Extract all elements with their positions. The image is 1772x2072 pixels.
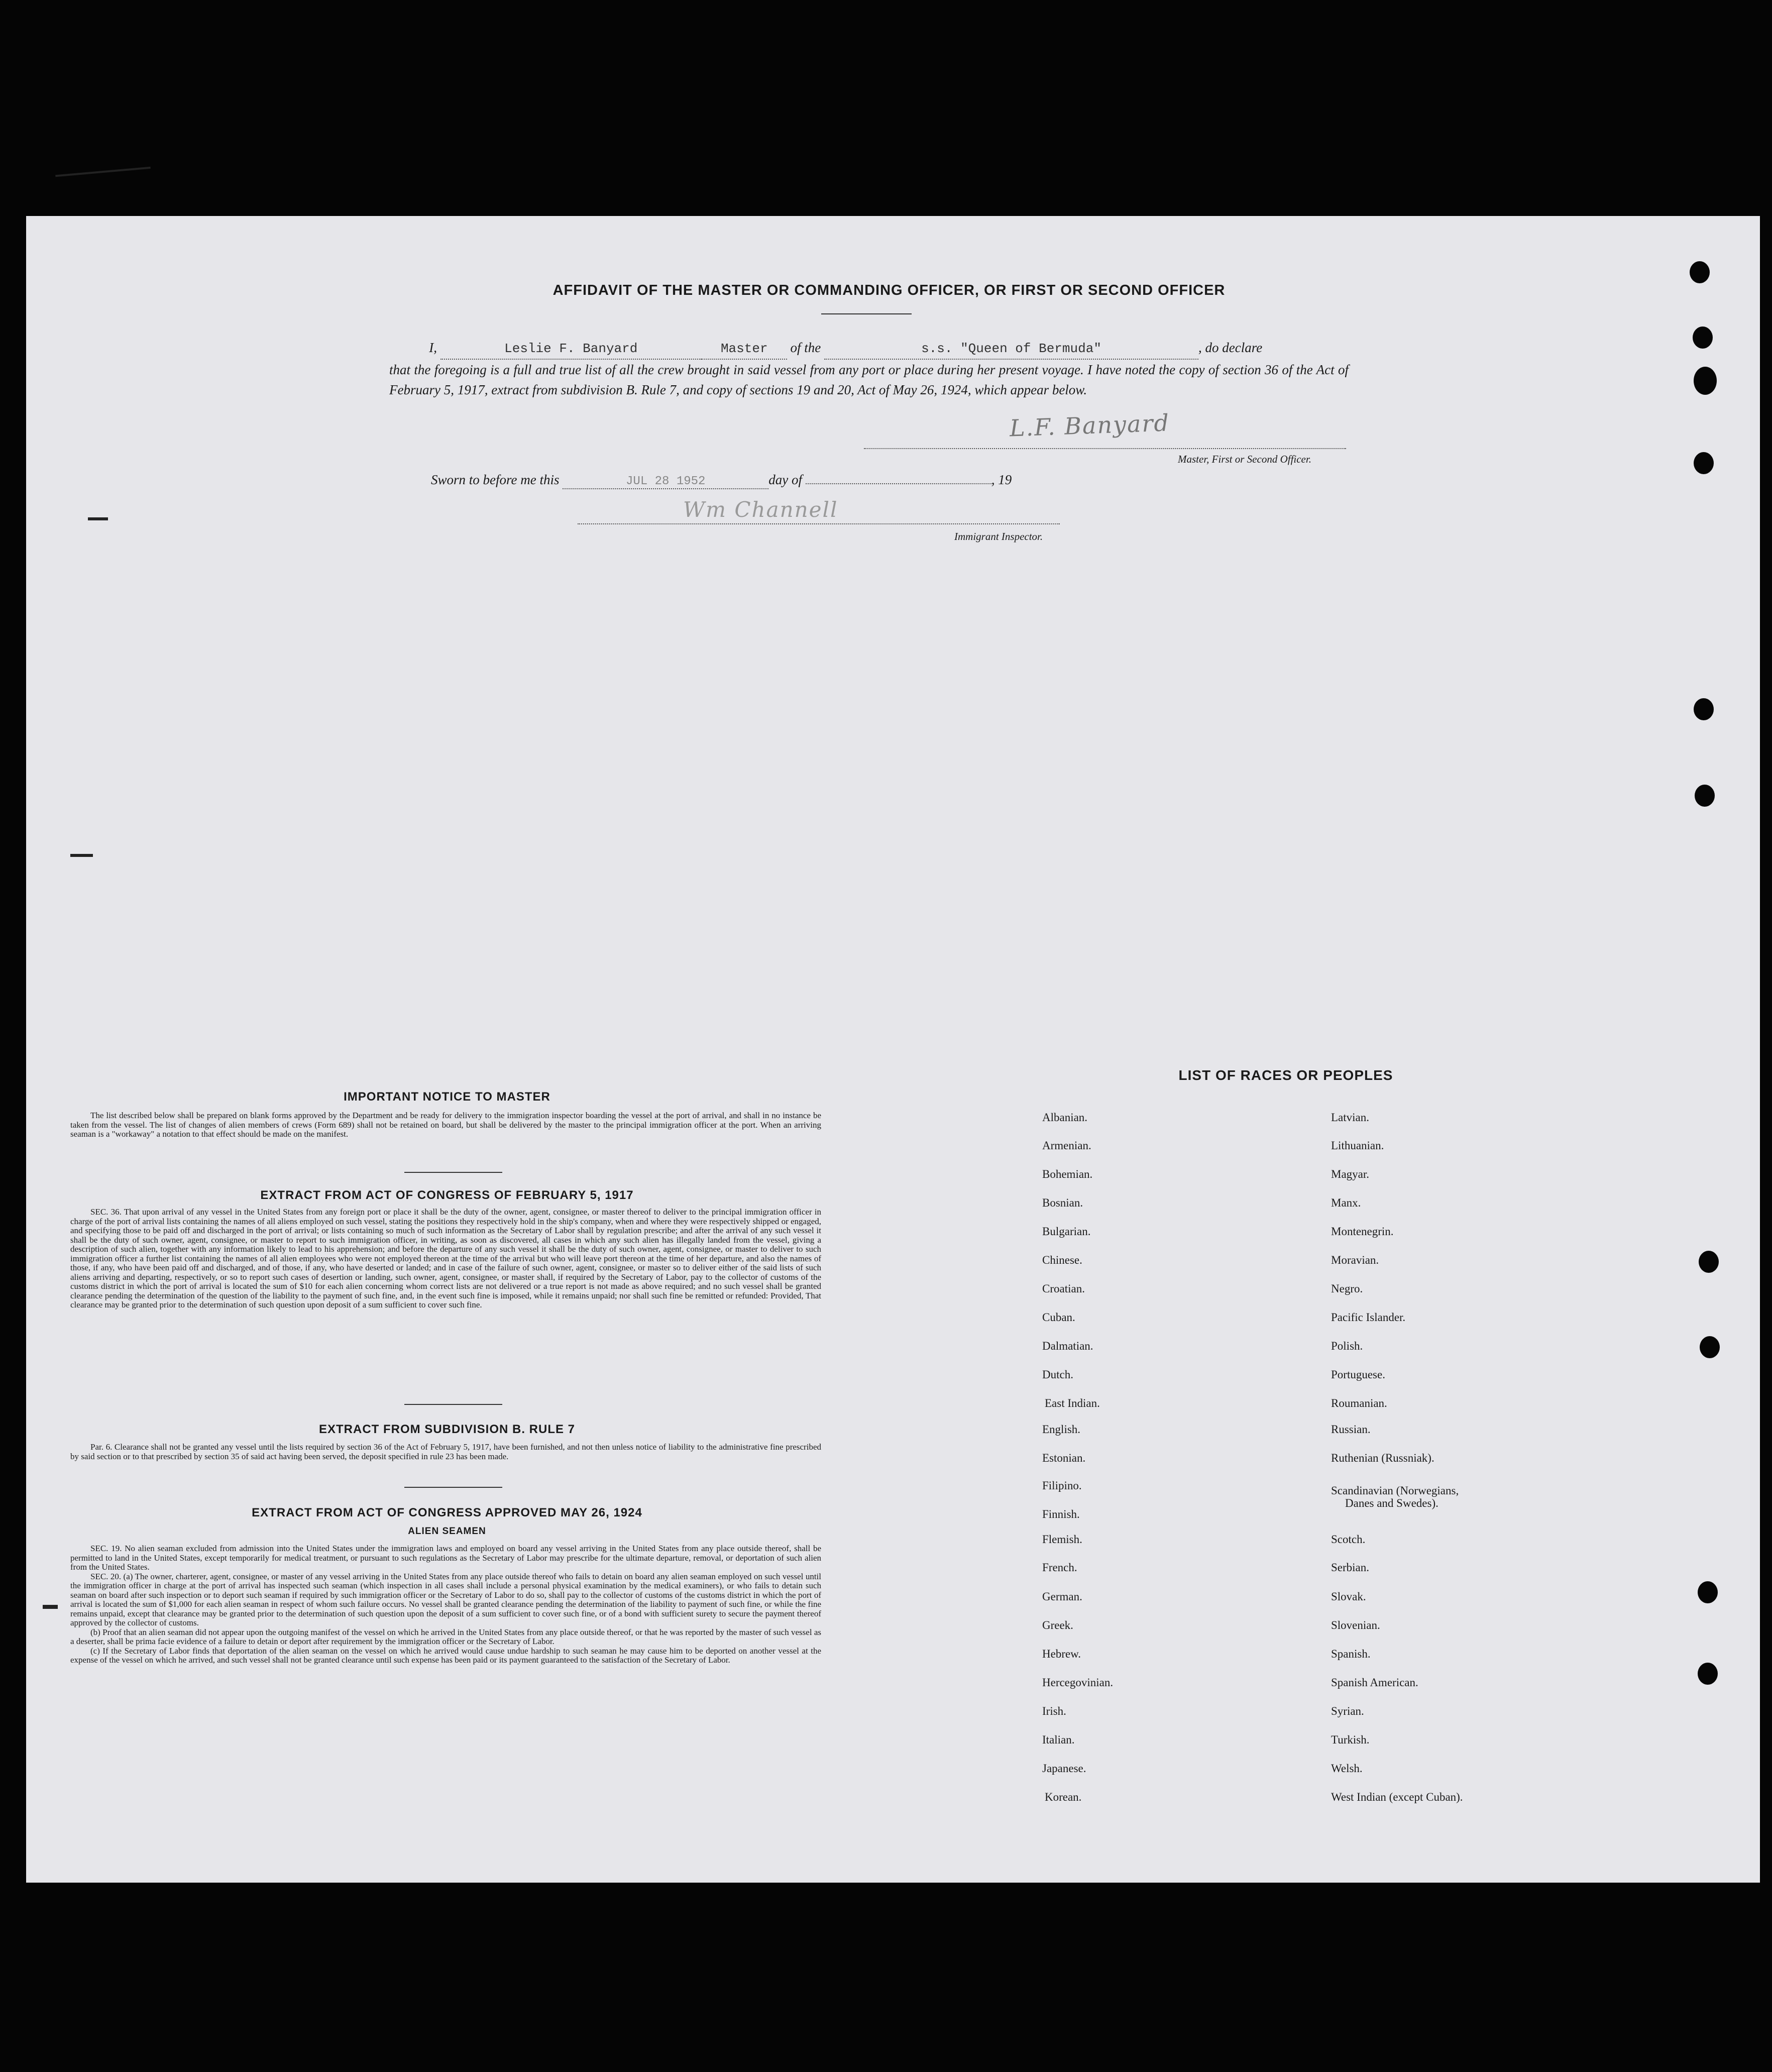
race-item: Polish. xyxy=(1331,1340,1363,1352)
race-item: Cuban. xyxy=(1042,1311,1075,1324)
punch-hole xyxy=(1698,1581,1718,1603)
inspector-caption: Immigrant Inspector. xyxy=(954,530,1043,542)
race-item: Estonian. xyxy=(1042,1452,1086,1464)
year-prefix-label: , 19 xyxy=(991,472,1012,487)
affidavit-title: AFFIDAVIT OF THE MASTER OR COMMANDING OFFICER, OR FIRST OR SECOND OFFICER xyxy=(552,282,1226,298)
race-item: East Indian. xyxy=(1045,1397,1100,1409)
notice-text: The list described below shall be prepared on blank forms approved by the Department and be ready for delivery to the immigration inspector boarding the vessel at the port of arrival, and shall in no instance be taken from the vessel. The list of changes of alien members of crews (Form 689) shall not be retained on board, but shall be delivered by the master to the principal immigration officer at the port. When an arriving seaman is a "workaway" a notation to that effect should be made on the manifest. xyxy=(70,1111,821,1139)
race-item: Pacific Islander. xyxy=(1331,1311,1406,1324)
rank-field: Master xyxy=(702,339,787,360)
race-item: Finnish. xyxy=(1042,1508,1080,1520)
race-item: Flemish. xyxy=(1042,1533,1082,1546)
punch-hole xyxy=(1694,367,1717,395)
race-item: Turkish. xyxy=(1331,1733,1370,1746)
race-item: Roumanian. xyxy=(1331,1397,1387,1409)
race-item: English. xyxy=(1042,1423,1081,1436)
section-divider xyxy=(404,1487,502,1488)
race-item: Slovenian. xyxy=(1331,1619,1380,1631)
race-item: Slovak. xyxy=(1331,1590,1366,1603)
rule-7-text: Par. 6. Clearance shall not be granted any vessel until the lists required by section 36 of the Act of February 5, 1917, have been furnished, and not then unless notice of liability to the administrative fine prescribed by said section or to that prescribed by section 35 of said act having been served, the deposit specified in rule 23 has been made. xyxy=(70,1442,821,1461)
race-item: Irish. xyxy=(1042,1705,1066,1717)
sworn-label: Sworn to before me this xyxy=(431,472,560,487)
race-item: Russian. xyxy=(1331,1423,1371,1436)
race-item: Filipino. xyxy=(1042,1479,1082,1492)
punch-hole xyxy=(1698,1663,1718,1685)
race-item: Dalmatian. xyxy=(1042,1340,1093,1352)
punch-hole xyxy=(1693,326,1713,349)
race-item: Italian. xyxy=(1042,1733,1075,1746)
race-item: Magyar. xyxy=(1331,1168,1370,1180)
race-item: Bohemian. xyxy=(1042,1168,1093,1180)
race-item: Montenegrin. xyxy=(1331,1225,1394,1238)
race-item: Hebrew. xyxy=(1042,1648,1081,1660)
race-item: Greek. xyxy=(1042,1619,1073,1631)
race-item: Spanish American. xyxy=(1331,1676,1418,1689)
vessel-name-field: s.s. "Queen of Bermuda" xyxy=(824,339,1198,360)
race-item: Japanese. xyxy=(1042,1762,1086,1775)
declaration-body: that the foregoing is a full and true list of all the crew brought in said vessel from any port or place during her present voyage. I have noted the copy of section 36 of the Act of February 5, 1917, extract from subdivision B. Rule 7, and copy of sections 19 and 20, Act of May 26, 1924, which appear below. xyxy=(389,362,1349,397)
punch-hole xyxy=(1690,261,1710,283)
act-1924-subtitle: ALIEN SEAMEN xyxy=(408,1526,486,1537)
punch-hole xyxy=(1699,1251,1719,1273)
inspector-line xyxy=(578,523,1060,524)
i-label: I, xyxy=(429,340,437,355)
punch-hole xyxy=(1700,1336,1720,1358)
month-field xyxy=(806,483,991,484)
race-item: Ruthenian (Russniak). xyxy=(1331,1452,1434,1464)
race-item: German. xyxy=(1042,1590,1082,1603)
inspector-signature: Wm Channell xyxy=(683,497,838,522)
day-of-label: day of xyxy=(768,472,802,487)
race-item: Bosnian. xyxy=(1042,1196,1083,1209)
act-1917-title: EXTRACT FROM ACT OF CONGRESS OF FEBRUARY 5, 1917 xyxy=(260,1188,634,1202)
race-item: Serbian. xyxy=(1331,1561,1370,1574)
race-item: French. xyxy=(1042,1561,1077,1574)
section-divider xyxy=(404,1172,502,1173)
declaration-line-1 xyxy=(389,338,1349,360)
race-item: Chinese. xyxy=(1042,1254,1082,1266)
act-1924-text: SEC. 19. No alien seaman excluded from admission into the United States under the immigration laws and employed on board any vessel arriving in the United States from any place outside thereof, shall be permitted to land in the United States, except temporarily for medical treatment, or pursuant to such regulations as the Secretary of Labor may prescribe for the ultimate departure, removal, or deportation of such alien from the United States. SEC. 20. (a) The owner, charterer, agent, consignee, or master of any vessel arriving in the United States from any place outside thereof who fails to detain on board any alien seaman employed on such vessel until the immigration officer in charge at the port of arrival has inspected such seaman (which inspection in all cases shall include a personal physical examination by the medical examiners), or who fails to detain such seaman on board after such inspection or to deport such seaman if required by such immigration officer or the Secretary of Labor to do so, shall pay to the collector of customs of the customs district in which the port of arrival is located the sum of $1,000 for each alien seaman in respect of whom such failure occurs. No vessel shall be granted clearance pending the determination of the liability to payment of such fine, or while the fine remains unpaid, except that clearance may be granted prior to the determination of such question upon the deposit of a sum sufficient to cover such fine, or of a bond with sufficient surety to secure the payment thereof approved by the collector of customs. (b) Proof that an alien seaman did not appear upon the outgoing manifest of the vessel on which he arrived in the United States from any place outside thereof, or that he was reported by the master of such vessel as a deserter, shall be prima facie evidence of a failure to detain or deport after requirement by the immigration officer or the Secretary of Labor. (c) If the Secretary of Labor finds that deportation of the alien seaman on the vessel on which he arrived would cause undue hardship to such seaman he may cause him to be deported on another vessel at the expense of the vessel on which he arrived, and such vessel shall not be granted clearance until such expense has been paid or its payment guaranteed to the satisfaction of the Secretary of Labor. xyxy=(70,1544,821,1665)
scan-speck xyxy=(70,854,93,857)
act-1917-text: SEC. 36. That upon arrival of any vessel in the United States from any foreign port or place it shall be the duty of the owner, agent, consignee, or master thereof to deliver to the principal immigration officer in charge of the port of arrival lists containing the names of all aliens employed on such vessel, stating the positions they respectively hold in the ship's company, when and where they were respectively shipped or engaged, and specifying those to be paid off and discharged in the port of arrival; or lists containing so much of such information as the Secretary of Labor shall by regulation prescribe; and after the arrival of any such vessel it shall be the duty of such owner, agent, consignee, or master to report to such immigration officer, in writing, as soon as discovered, all cases in which any such alien has illegally landed from the vessel, giving a description of such alien, together with any information likely to lead to his apprehension; and before the departure of any such vessel it shall be the duty of such owner, agent, consignee, or master to deliver to such immigration officer a further list containing the names of all alien employees who were not employed thereon at the time of the arrival but who will leave port thereon at the time of her departure, and also the names of those, if any, who have been paid off and discharged, and of those, if any, who have deserted or landed; and in case of the failure of such owner, agent, consignee, or master so to deliver either of the said lists of such aliens arriving and departing, respectively, or so to report such cases of desertion or landing, such owner, agent, consignee, or master shall, if required by the Secretary of Labor, pay to the collector of customs of the customs district in which the port of arrival is located the sum of $10 for each alien concerning whom correct lists are not delivered or a true report is not made as above required; and no such vessel shall be granted clearance pending the determination of the question of the liability to the payment of such fine, and, in the event such fine is imposed, while it remains unpaid; nor shall such fine be remitted or refunded: Provided, That clearance may be granted prior to the determination of such question upon deposit of a sum sufficient to cover such fine. xyxy=(70,1207,821,1310)
race-item: Albanian. xyxy=(1042,1111,1088,1124)
race-item: Welsh. xyxy=(1331,1762,1363,1775)
race-item: Croatian. xyxy=(1042,1282,1085,1295)
race-item: Moravian. xyxy=(1331,1254,1379,1266)
race-item: Bulgarian. xyxy=(1042,1225,1091,1238)
title-underline xyxy=(821,313,912,314)
race-item: Portuguese. xyxy=(1331,1368,1385,1381)
signature-line xyxy=(864,448,1346,449)
master-signature: L.F. Banyard xyxy=(1009,409,1170,442)
race-item: Negro. xyxy=(1331,1282,1363,1295)
signature-caption: Master, First or Second Officer. xyxy=(1178,453,1311,465)
race-item: Scandinavian (Norwegians, xyxy=(1331,1484,1459,1497)
races-title: LIST OF RACES OR PEOPLES xyxy=(1178,1067,1393,1083)
section-divider xyxy=(404,1404,502,1405)
race-item: Dutch. xyxy=(1042,1368,1073,1381)
sworn-line xyxy=(431,472,1012,489)
punch-hole xyxy=(1695,785,1715,807)
do-declare-label: , do declare xyxy=(1198,340,1263,355)
race-item: Danes and Swedes). xyxy=(1345,1497,1438,1509)
notice-title: IMPORTANT NOTICE TO MASTER xyxy=(344,1090,550,1104)
race-item: Hercegovinian. xyxy=(1042,1676,1114,1689)
race-item: Armenian. xyxy=(1042,1139,1091,1152)
race-item: Latvian. xyxy=(1331,1111,1369,1124)
master-name-field: Leslie F. Banyard xyxy=(440,339,702,360)
punch-hole xyxy=(1694,452,1714,474)
race-item: West Indian (except Cuban). xyxy=(1331,1791,1463,1803)
race-item: Syrian. xyxy=(1331,1705,1364,1717)
race-item: Lithuanian. xyxy=(1331,1139,1384,1152)
punch-hole xyxy=(1694,698,1714,720)
race-item: Scotch. xyxy=(1331,1533,1366,1546)
of-the-label: of the xyxy=(790,340,821,355)
scan-speck xyxy=(88,517,108,520)
scan-speck xyxy=(43,1605,58,1609)
scan-speck xyxy=(55,167,151,177)
sworn-date-field: JUL 28 1952 xyxy=(563,475,768,489)
declaration-block xyxy=(389,338,1349,400)
act-1924-title: EXTRACT FROM ACT OF CONGRESS APPROVED MAY 26, 1924 xyxy=(252,1506,642,1519)
race-item: Spanish. xyxy=(1331,1648,1371,1660)
race-item: Korean. xyxy=(1045,1791,1082,1803)
race-item: Manx. xyxy=(1331,1196,1361,1209)
rule-7-title: EXTRACT FROM SUBDIVISION B. RULE 7 xyxy=(318,1423,576,1436)
